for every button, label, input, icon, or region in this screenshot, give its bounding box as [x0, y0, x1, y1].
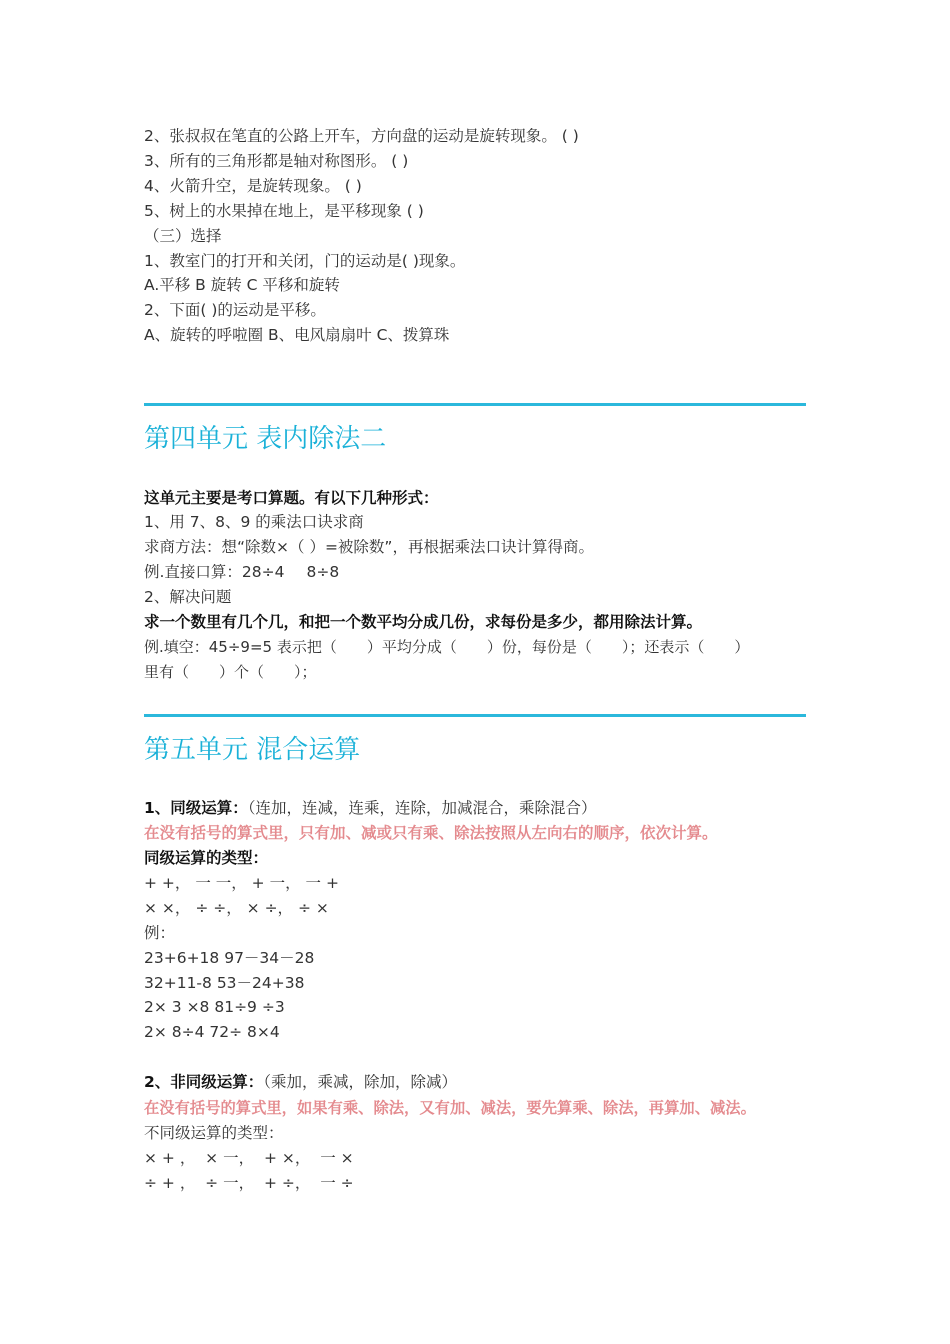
tf-item-4: 4、火箭升空，是旋转现象。 ( ): [144, 177, 362, 195]
same-level-example-1: 23+6+18 97－34－28: [144, 949, 315, 967]
choice-section-title: （三）选择: [144, 227, 222, 245]
unit4-item-1: 1、用 7、8、9 的乘法口诀求商: [144, 513, 364, 531]
unit5-divider: [144, 714, 806, 717]
unit4-item-2: 2、解决问题: [144, 588, 232, 606]
choice-question-2: 2、下面( )的运动是平移。: [144, 301, 326, 319]
same-level-types-mul: × ×， ÷ ÷， × ÷， ÷ ×: [144, 899, 329, 917]
tf-item-3: 3、所有的三角形都是轴对称图形。 ( ): [144, 152, 409, 170]
mixed-level-types-title: 不同级运算的类型：: [144, 1124, 284, 1142]
unit4-example-2-line-1: 例.填空：45÷9=5 表示把（ ）平均分成（ ）份，每份是（ ）；还表示（ ）: [144, 638, 750, 656]
mixed-level-label: 2、非同级运算：: [144, 1073, 264, 1091]
mixed-level-types-div: ÷ + ， ÷ 一， + ÷， 一 ÷: [144, 1174, 354, 1192]
same-level-example-4: 2× 8÷4 72÷ 8×4: [144, 1023, 280, 1041]
unit4-example-1-suffix: 8÷8: [306, 563, 340, 581]
same-level-types-title: 同级运算的类型：: [144, 849, 269, 867]
mixed-level-heading: [144, 1071, 457, 1093]
unit4-method: 求商方法：想“除数×（ ）=被除数”，再根据乘法口诀计算得商。: [144, 538, 594, 556]
mixed-level-rule: 在没有括号的算式里，如果有乘、除法，又有加、减法，要先算乘、除法，再算加、减法。: [144, 1099, 756, 1117]
same-level-types-add: + +， 一 一， + 一， 一 +: [144, 874, 339, 892]
unit5-title: 第五单元 混合运算: [144, 735, 361, 765]
choice-options-2: A、旋转的呼啦圈 B、电风扇扇叶 C、拨算珠: [144, 326, 450, 344]
same-level-paren: （连加，连减，连乘，连除，加减混合，乘除混合）: [247, 799, 597, 817]
tf-item-2: 2、张叔叔在笔直的公路上开车，方向盘的运动是旋转现象。 ( ): [144, 127, 579, 145]
same-level-rule: 在没有括号的算式里，只有加、减或只有乘、除法按照从左向右的顺序，依次计算。: [144, 824, 718, 842]
same-level-example-label: 例：: [144, 924, 176, 942]
unit4-example-1-prefix: 例.直接口算：28÷4: [144, 563, 285, 581]
unit4-example-1: [144, 561, 339, 583]
tf-item-5: 5、树上的水果掉在地上，是平移现象 ( ): [144, 202, 424, 220]
same-level-heading: [144, 797, 597, 819]
mixed-level-types-mul: × + ， × 一， + ×， 一 ×: [144, 1149, 354, 1167]
unit4-intro: 这单元主要是考口算题。有以下几种形式：: [144, 489, 439, 507]
choice-options-1: A.平移 B 旋转 C 平移和旋转: [144, 276, 340, 294]
same-level-label: 1、同级运算：: [144, 799, 248, 817]
unit4-rule: 求一个数里有几个几，和把一个数平均分成几份，求每份是多少，都用除法计算。: [144, 613, 703, 631]
choice-question-1: 1、教室门的打开和关闭，门的运动是( )现象。: [144, 252, 466, 270]
same-level-example-2: 32+11-8 53－24+38: [144, 974, 305, 992]
same-level-example-3: 2× 3 ×8 81÷9 ÷3: [144, 998, 285, 1016]
unit4-divider: [144, 403, 806, 406]
mixed-level-paren: （乘加，乘减，除加，除减）: [263, 1073, 458, 1091]
unit4-example-2-line-2: 里有（ ）个（ ）；: [144, 663, 317, 681]
unit4-title: 第四单元 表内除法二: [144, 424, 387, 454]
